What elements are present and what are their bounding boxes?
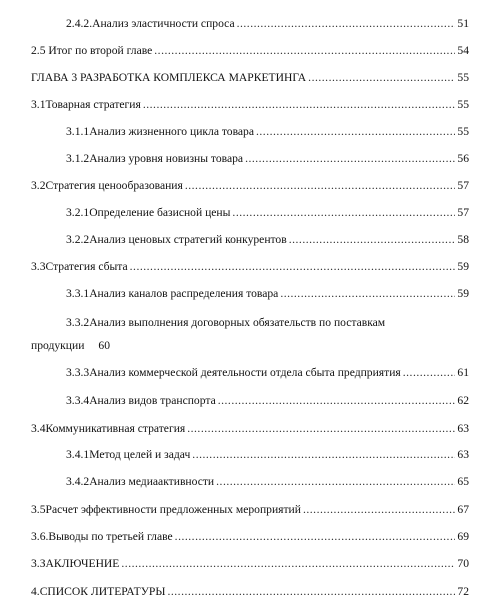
dot-leader bbox=[289, 232, 456, 248]
toc-entry-title: 3.4.1Метод целей и задач bbox=[66, 448, 191, 461]
dot-leader bbox=[280, 286, 455, 302]
toc-entry-page: 59 bbox=[457, 287, 469, 300]
toc-entry-title: 3.4Коммуникативная стратегия bbox=[31, 422, 186, 435]
toc-entry-page: 70 bbox=[457, 557, 469, 570]
toc-entry-page: 67 bbox=[457, 503, 469, 516]
toc-entry-title: 3.2.1Определение базисной цены bbox=[66, 206, 231, 219]
toc-entry-title: 3.3Стратегия сбыта bbox=[31, 260, 128, 273]
toc-entry-page: 72 bbox=[457, 585, 469, 598]
toc-entry-title: 3.2Стратегия ценообразования bbox=[31, 179, 183, 192]
toc-entry-title: 2.4.2.Анализ эластичности спроса bbox=[66, 17, 235, 30]
toc-entry-title: 3.4.2Анализ медиаактивности bbox=[66, 475, 215, 488]
toc-entry-title: 2.5 Итог по второй главе bbox=[31, 44, 153, 57]
toc-entry bbox=[31, 502, 469, 518]
toc-entry-title-line1: 3.3.2Анализ выполнения договорных обязательств по поставкам bbox=[66, 316, 386, 329]
toc-entry bbox=[31, 529, 469, 545]
dot-leader bbox=[303, 502, 455, 518]
toc-entry-title: 3.ЗАКЛЮЧЕНИЕ bbox=[31, 557, 120, 570]
toc-entry-page: 56 bbox=[457, 152, 469, 165]
dot-leader bbox=[218, 393, 456, 409]
toc-entry-title: 3.3.3Анализ коммерческой деятельности отдела сбыта предприятия bbox=[66, 366, 401, 379]
toc-entry-page: 55 bbox=[457, 71, 469, 84]
dot-leader bbox=[187, 421, 455, 437]
toc-entry bbox=[66, 447, 469, 463]
toc-entry-title: 3.3.4Анализ видов транспорта bbox=[66, 394, 216, 407]
toc-entry-page: 55 bbox=[457, 98, 469, 111]
toc-entry bbox=[66, 365, 469, 381]
toc-entry-page: 58 bbox=[457, 233, 469, 246]
toc-entry-page: 65 bbox=[457, 475, 469, 488]
toc-entry bbox=[66, 474, 469, 490]
toc-entry-title-line2: продукции bbox=[31, 339, 85, 352]
toc-entry-title: 3.1.1Анализ жизненного цикла товара bbox=[66, 125, 254, 138]
dot-leader bbox=[237, 16, 456, 32]
toc-entry-page: 51 bbox=[457, 17, 469, 30]
toc-entry bbox=[31, 259, 469, 275]
toc-entry bbox=[31, 43, 469, 59]
dot-leader bbox=[175, 529, 456, 545]
dot-leader bbox=[245, 151, 455, 167]
toc-entry-title: 3.5Расчет эффективности предложенных мероприятий bbox=[31, 503, 301, 516]
dot-leader bbox=[185, 178, 456, 194]
toc-entry bbox=[66, 286, 469, 302]
toc-entry-page: 59 bbox=[457, 260, 469, 273]
toc-entry-title: 3.1.2Анализ уровня новизны товара bbox=[66, 152, 244, 165]
toc-entry bbox=[66, 151, 469, 167]
toc-entry-title: 3.6.Выводы по третьей главе bbox=[31, 530, 173, 543]
dot-leader bbox=[121, 556, 455, 572]
toc-entry bbox=[31, 584, 469, 600]
dot-leader bbox=[192, 447, 455, 463]
toc-entry-title: 4.СПИСОК ЛИТЕРАТУРЫ bbox=[31, 585, 166, 598]
toc-entry bbox=[66, 232, 469, 248]
dot-leader bbox=[130, 259, 456, 275]
toc-entry bbox=[31, 556, 469, 572]
toc-entry-title: 3.2.2Анализ ценовых стратегий конкурентов bbox=[66, 233, 287, 246]
toc-entry bbox=[66, 393, 469, 409]
dot-leader bbox=[403, 365, 456, 381]
toc-entry-page: 63 bbox=[457, 422, 469, 435]
toc-entry-title: 3.1Товарная стратегия bbox=[31, 98, 141, 111]
toc-entry-page: 54 bbox=[457, 44, 469, 57]
toc-entry-page: 60 bbox=[98, 339, 110, 352]
toc-entry bbox=[66, 124, 469, 140]
toc-entry bbox=[31, 421, 469, 437]
toc-entry-title: 3.3.1Анализ каналов распределения товара bbox=[66, 287, 279, 300]
toc-entry bbox=[31, 70, 469, 86]
toc-entry-page: 57 bbox=[457, 179, 469, 192]
toc-entry-page: 63 bbox=[457, 448, 469, 461]
dot-leader bbox=[154, 43, 455, 59]
toc-entry-page: 69 bbox=[457, 530, 469, 543]
toc-entry-page: 55 bbox=[457, 125, 469, 138]
dot-leader bbox=[167, 584, 455, 600]
dot-leader bbox=[232, 205, 455, 221]
dot-leader bbox=[308, 70, 455, 86]
toc-entry bbox=[31, 338, 110, 354]
toc-entry-title: ГЛАВА 3 РАЗРАБОТКА КОМПЛЕКСА МАРКЕТИНГА bbox=[31, 71, 307, 84]
toc-entry bbox=[31, 178, 469, 194]
toc-entry-page: 61 bbox=[457, 366, 469, 379]
toc-entry bbox=[66, 205, 469, 221]
toc-entry-page: 57 bbox=[457, 206, 469, 219]
dot-leader bbox=[216, 474, 455, 490]
dot-leader bbox=[256, 124, 455, 140]
toc-entry bbox=[66, 16, 469, 32]
toc-entry bbox=[31, 97, 469, 113]
toc-entry-page: 62 bbox=[457, 394, 469, 407]
dot-leader bbox=[143, 97, 456, 113]
